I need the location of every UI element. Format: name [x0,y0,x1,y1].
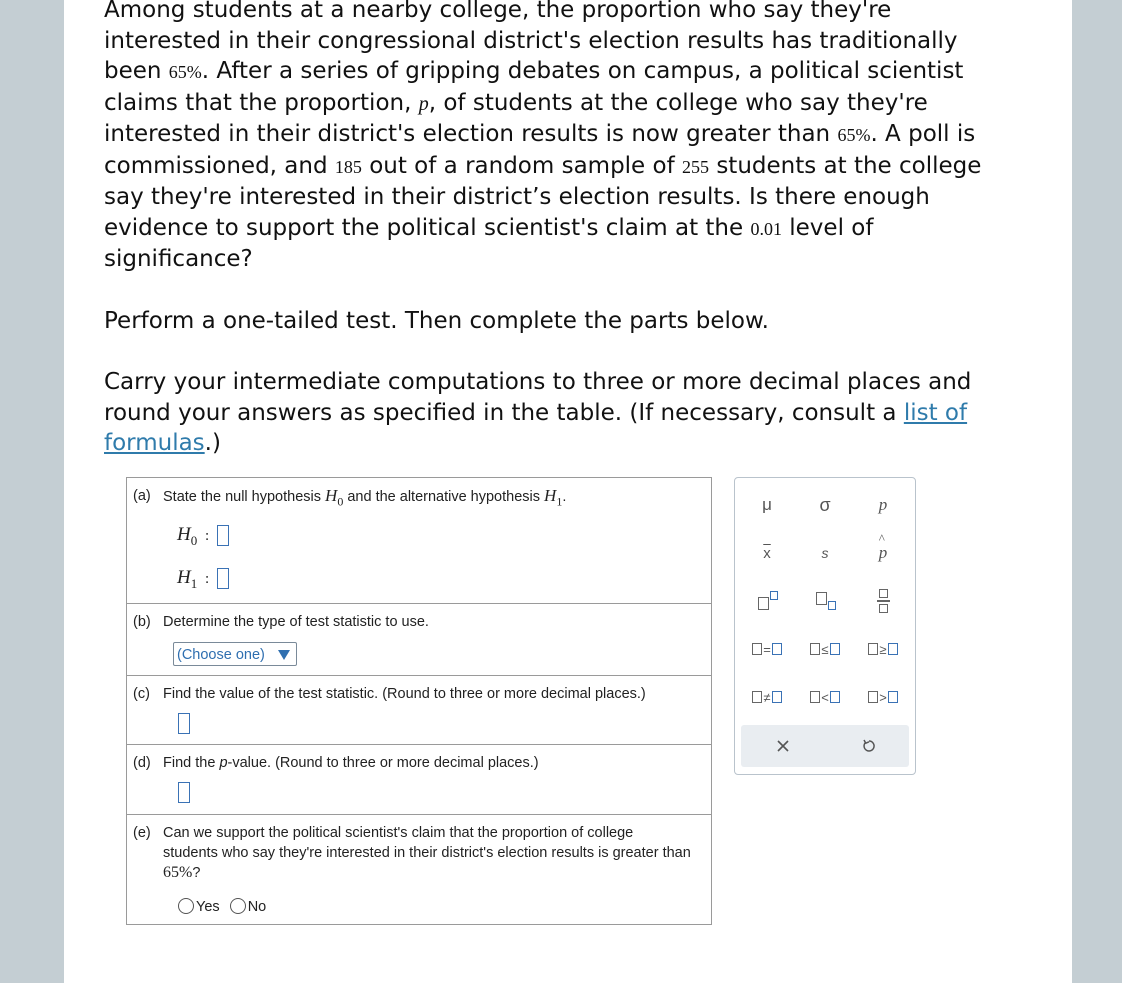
h1-symbol [544,486,563,509]
dropdown-arrow-icon [278,650,290,660]
undo-button[interactable] [849,731,889,761]
equals-button[interactable] [743,634,791,664]
h0-letter: H [177,524,191,545]
problem-text: students at the college say they're interested in their district’s election results. Is there enough evidence to support the political scientist's claim at the [104,152,982,241]
h0-row [177,524,229,549]
yes-label: Yes [196,899,220,915]
less-equal-symbol: ≤ [821,641,829,657]
box-icon [772,691,782,703]
p-symbol: p [878,495,888,514]
part-a [127,478,711,604]
exponent-box [770,591,778,600]
box-icon [868,691,878,703]
percent-value: 65% [168,62,202,82]
count-value: 185 [334,156,362,177]
p-value-input[interactable] [178,782,190,803]
box-icon [810,643,820,655]
formula-list-link[interactable]: list of formulas [104,399,968,456]
part-label: (a) [133,488,151,504]
problem-paragraph [104,0,984,275]
box-icon [830,643,840,655]
palette-footer [741,725,909,767]
prompt-text: State the null hypothesis [163,489,321,505]
part-e-prompt [127,815,711,883]
part-d-prompt [127,745,711,773]
numerator-box [879,589,888,598]
h-subscript: 1 [556,494,563,509]
yes-no-options [178,898,266,915]
subscript-box [828,601,836,610]
less-than-button[interactable] [801,682,849,712]
less-than-symbol: < [821,689,829,705]
h0-symbol [325,486,344,509]
h-letter: H [325,486,338,505]
fraction-button[interactable] [863,586,903,616]
subscript-icon [814,591,836,611]
box-icon [752,691,762,703]
superscript-icon [756,591,778,611]
part-label: (c) [133,686,150,702]
instruction-one-tailed [104,306,984,337]
part-label: (b) [133,614,151,630]
part-b [127,604,711,676]
problem-statement [104,0,984,459]
instruction-text: Carry your intermediate computations to three or more decimal places and round your answers as specified in the table. (If necessary, consult a [104,369,972,426]
denominator-box [879,604,888,613]
box-icon [752,643,762,655]
symbol-palette [734,477,916,775]
greater-than-symbol: > [879,689,887,705]
significance-value: 0.01 [750,218,782,239]
superscript-button[interactable] [747,586,787,616]
h0-answer-input[interactable] [217,525,229,546]
base-box [758,597,769,610]
xbar-symbol: $\overline{x}$ [763,544,771,562]
not-equal-button[interactable] [743,682,791,712]
phat-letter: p [878,543,888,562]
h1-answer-input[interactable] [217,568,229,589]
instruction-text: Perform a one-tailed test. Then complete the parts below. [104,307,769,334]
box-icon [810,691,820,703]
greater-than-button[interactable] [859,682,907,712]
test-statistic-select[interactable] [173,642,297,666]
prompt-text: ? [192,865,201,881]
close-icon [776,739,790,753]
box-icon [830,691,840,703]
page [64,0,1072,983]
part-label: (d) [133,755,151,771]
select-value: (Choose one) [177,647,265,663]
no-label: No [247,899,267,915]
prompt-text: -value. (Round to three or more decimal places.) [227,755,539,771]
part-d-text [163,753,539,773]
prompt-text: Can we support the political scientist's claim that the proportion of college students who say they're interested in their district's election results is greater than [163,825,691,861]
problem-text: . After a series of gripping debates on campus, a political scientist claims that the proportion, [104,58,964,116]
prompt-text: Determine the type of test statistic to use. [163,614,429,630]
prompt-text: Find the [163,755,216,771]
problem-text: . A poll is commissioned, and [104,121,976,179]
problem-text: level of significance? [104,214,874,272]
test-statistic-input[interactable] [178,713,190,734]
h0-subscript: 0 [190,532,198,548]
part-c-prompt [127,676,711,704]
phat-symbol [878,531,888,563]
h-letter: H [544,486,557,505]
not-equal-symbol: ≠ [763,689,771,705]
yes-option[interactable] [178,899,220,915]
colon: : [204,571,210,587]
equals-symbol: = [763,641,771,657]
problem-text: out of a random sample of [369,152,675,179]
yes-radio[interactable] [178,898,194,914]
greater-equal-symbol: ≥ [879,641,887,657]
sigma-symbol: σ [819,494,831,515]
question-table [126,477,712,925]
subscript-button[interactable] [805,586,845,616]
less-equal-button[interactable] [801,634,849,664]
part-a-prompt [127,478,711,511]
sigma-button[interactable] [805,490,845,520]
p-button[interactable] [863,490,903,520]
s-button[interactable] [805,538,845,568]
part-b-prompt [127,604,711,632]
instruction-text: .) [204,430,221,456]
sample-size-value: 255 [682,156,709,177]
box-icon [888,643,898,655]
clear-button[interactable] [763,731,803,761]
variable-p: p [418,92,429,115]
mu-button[interactable] [747,490,787,520]
box-icon [888,691,898,703]
problem-text: , of students at the college who say they're interested in their district's election results is now greater than [104,89,928,147]
part-c [127,676,711,745]
undo-icon [861,738,877,754]
no-option[interactable] [230,899,267,915]
colon: : [204,528,210,544]
mu-symbol: μ [762,495,772,514]
prompt-text: Find the value of the test statistic. (Round to three or more decimal places.) [163,686,646,702]
phat-button[interactable] [863,531,903,568]
problem-text: Among students at a nearby college, the proportion who say they're interested in their congressional district's election results has traditionally been [104,0,958,84]
percent-value: 65% [163,864,193,881]
h-subscript: 0 [337,494,344,509]
box-icon [772,643,782,655]
instruction-rounding [104,367,984,459]
p-variable: p [219,755,228,771]
box-icon [868,643,878,655]
s-symbol: s [821,545,829,561]
fraction-icon [877,589,890,613]
fraction-bar [877,600,890,602]
part-d [127,745,711,815]
prompt-text: and the alternative hypothesis [347,489,540,505]
greater-equal-button[interactable] [859,634,907,664]
part-e-text [163,823,691,883]
prompt-text: . [562,489,567,505]
xbar-button[interactable] [747,538,787,568]
part-e [127,815,711,924]
h1-letter: H [177,567,191,588]
hat-icon: ^ [878,531,885,546]
part-a-text [163,486,566,511]
base-box [816,592,827,605]
percent-value: 65% [837,125,871,145]
part-label: (e) [133,825,151,841]
no-radio[interactable] [230,898,246,914]
h1-row [177,567,229,592]
h1-subscript: 1 [190,575,198,591]
